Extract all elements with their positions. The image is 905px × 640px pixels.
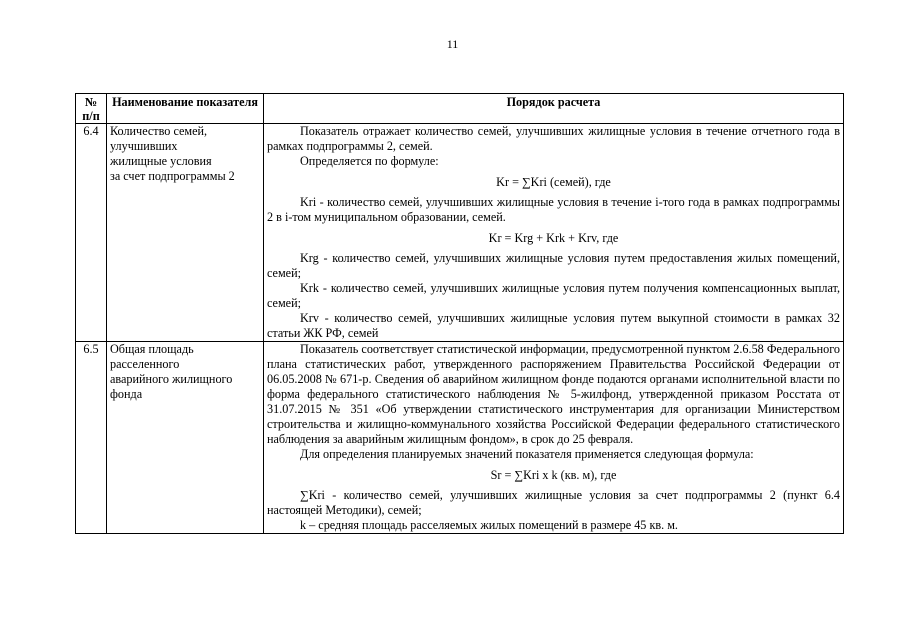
formula: Kr = ∑Kri (семей), где: [496, 175, 611, 189]
indicator-name-line: Количество семей,: [110, 124, 208, 138]
calculation-method: [264, 124, 844, 342]
header-num: № п/п: [76, 94, 107, 124]
indicator-name-line: Общая площадь: [110, 342, 194, 356]
paragraph: Kri - количество семей, улучшивших жилищные условия в течение i-того года в рамках подпрограммы 2 в i-том муниципальном образовании, семей.: [267, 195, 840, 224]
header-name: Наименование показателя: [107, 94, 264, 124]
formula: Kr = Krg + Krk + Krv, где: [488, 231, 619, 245]
page-number: 11: [446, 37, 459, 51]
paragraph: Определяется по формуле:: [300, 154, 439, 168]
indicator-table: [75, 93, 844, 534]
indicator-name: [107, 124, 264, 342]
indicator-name-line: аварийного жилищного: [110, 372, 233, 386]
paragraph: Для определения планируемых значений показателя применяется следующая формула:: [300, 447, 754, 461]
header-method: Порядок расчета: [264, 94, 844, 124]
table-header-row: [76, 94, 844, 124]
row-number: 6.4: [76, 124, 107, 342]
table-row-6-4: [76, 124, 844, 342]
indicator-name: [107, 342, 264, 534]
paragraph: ∑Kri - количество семей, улучшивших жилищные условия за счет подпрограммы 2 (пункт 6.4 настоящей Методики), семей;: [267, 488, 840, 517]
indicator-name-line: улучшивших: [110, 139, 178, 153]
indicator-name-line: фонда: [110, 387, 143, 401]
calculation-method: [264, 342, 844, 534]
indicator-name-line: за счет подпрограммы 2: [110, 169, 235, 183]
indicator-name-line: жилищные условия: [110, 154, 212, 168]
indicator-name-line: расселенного: [110, 357, 180, 371]
paragraph: Krk - количество семей, улучшивших жилищные условия путем получения компенсационных выплат, семей;: [267, 281, 840, 310]
table-row-6-5: [76, 342, 844, 534]
paragraph: Krv - количество семей, улучшивших жилищные условия путем выкупной стоимости в рамках 32 статьи ЖК РФ, семей: [267, 311, 840, 340]
row-number: 6.5: [76, 342, 107, 534]
paragraph: Показатель отражает количество семей, улучшивших жилищные условия в течение отчетного года в рамках подпрограммы 2, семей.: [267, 124, 840, 153]
formula: Sr = ∑Kri x k (кв. м), где: [490, 468, 617, 482]
paragraph: Krg - количество семей, улучшивших жилищные условия путем предоставления жилых помещений, семей;: [267, 251, 840, 280]
paragraph: Показатель соответствует статистической информации, предусмотренной пунктом 2.6.58 Федерального плана статистических работ, утвержденного распоряжением Правительства Российской Федерации от 06.05.2008 № 671-р. Сведения об аварийном жилищном фонде подаются органами исполнительной власти по форма федерального статистического наблюдения № 5-жилфонд, утвержденной приказом Росстата от 31.07.2015 № 351 «Об утверждении статистического инструментария для организации Министерством строительства и жилищно-коммунального хозяйства Российской Федерации федерального статистического наблюдения за аварийным жилищным фондом», в срок до 25 февраля.: [267, 342, 840, 446]
paragraph: k – средняя площадь расселяемых жилых помещений в размере 45 кв. м.: [300, 518, 678, 532]
